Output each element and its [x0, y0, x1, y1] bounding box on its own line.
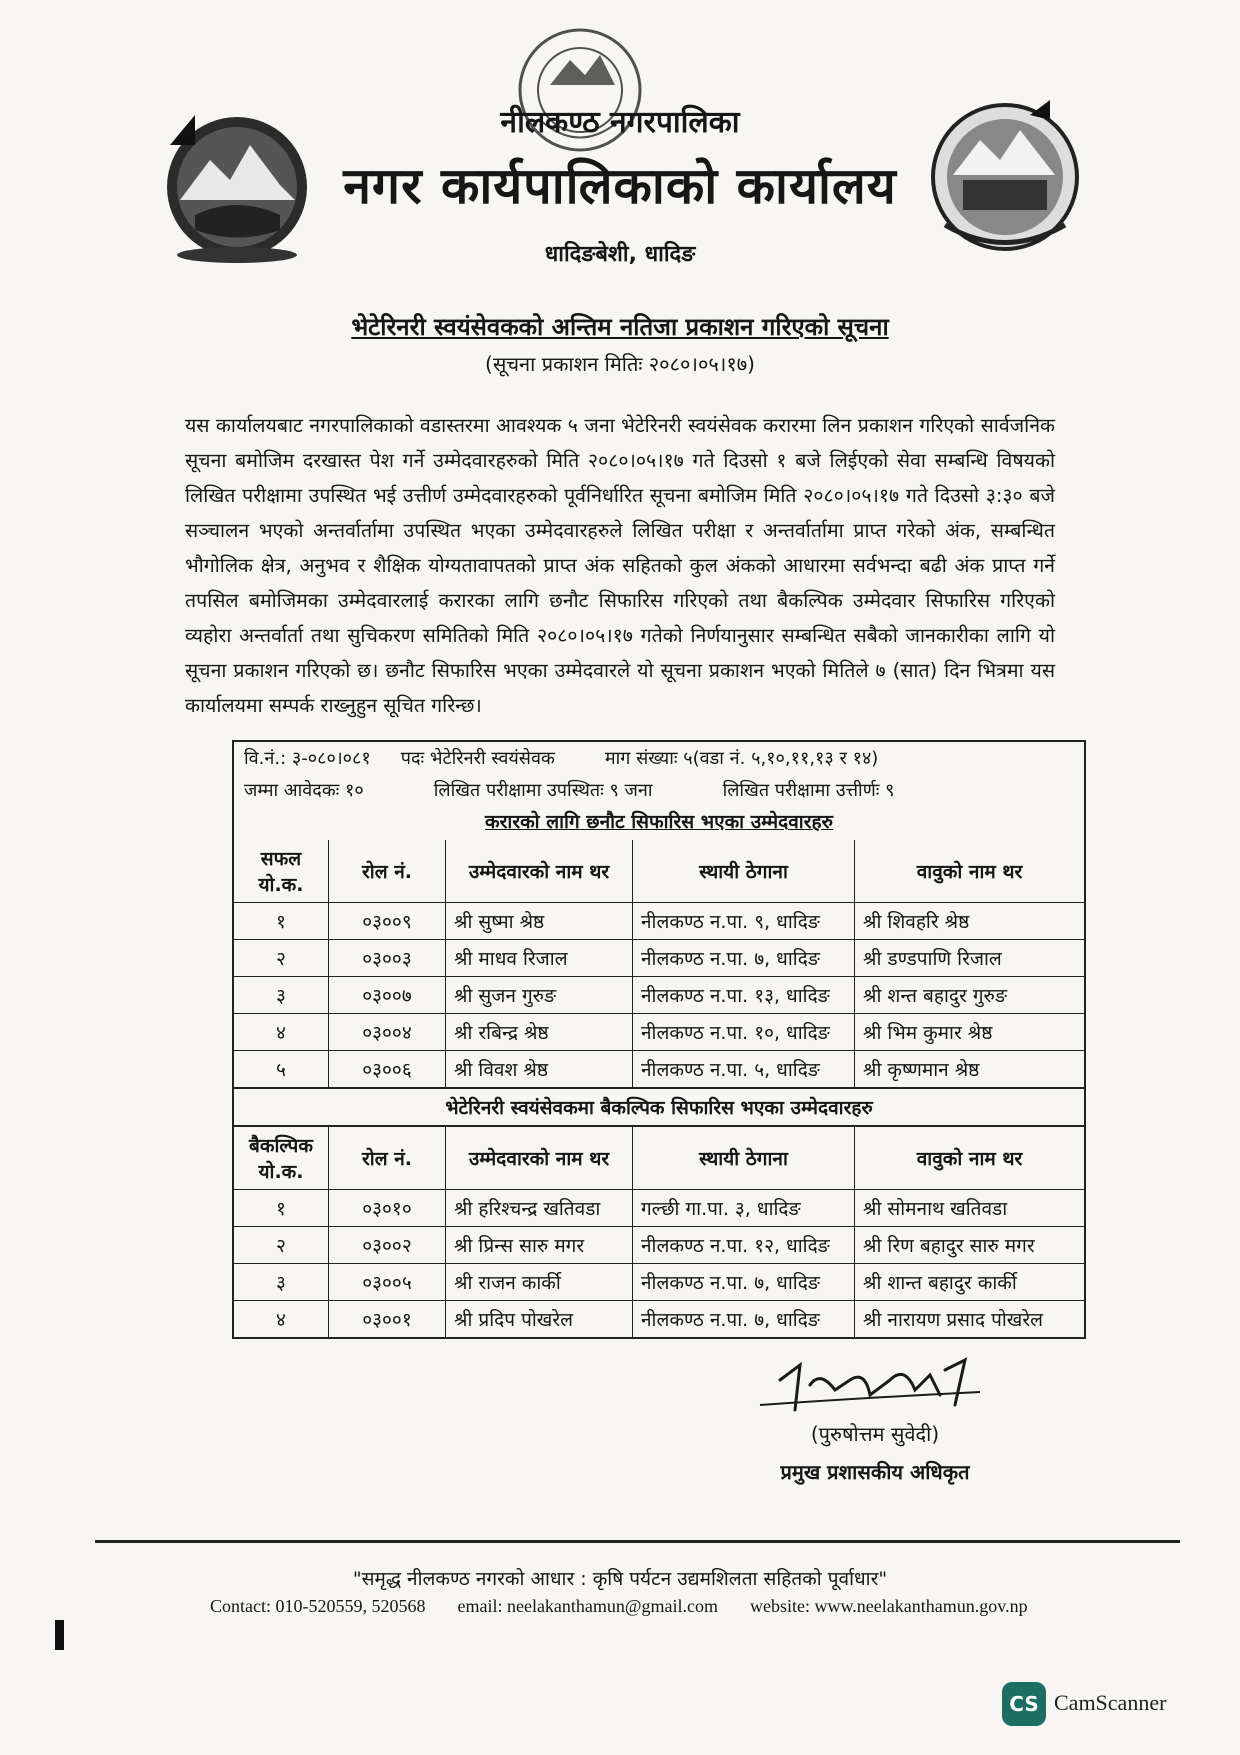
- table-row: [234, 1301, 1084, 1338]
- table-cell: ०३०१०: [329, 1190, 446, 1227]
- table-cell: श्री नारायण प्रसाद पोखरेल: [855, 1301, 1085, 1338]
- municipality-logo-icon: [915, 95, 1095, 260]
- table-cell: नीलकण्ठ न.पा. १३, धादिङ: [633, 977, 855, 1014]
- contact-phone: Contact: 010-520559, 520568: [210, 1596, 426, 1616]
- table-cell: गल्छी गा.पा. ३, धादिङ: [633, 1190, 855, 1227]
- column-header: वावुको नाम थर: [855, 1127, 1085, 1190]
- table-cell: ०३००९: [329, 903, 446, 940]
- table-row: [234, 1014, 1084, 1051]
- post-name: पदः भेटेरिनरी स्वयंसेवक: [400, 748, 555, 769]
- table-cell: श्री विवश श्रेष्ठ: [446, 1051, 633, 1088]
- table-cell: नीलकण्ठ न.पा. १०, धादिङ: [633, 1014, 855, 1051]
- table-cell: ०३००३: [329, 940, 446, 977]
- table-cell: ४: [234, 1301, 329, 1338]
- footer-contact: [210, 1596, 1110, 1617]
- table-cell: १: [234, 903, 329, 940]
- table-cell: श्री सुष्मा श्रेष्ठ: [446, 903, 633, 940]
- scan-artifact: [55, 1620, 64, 1650]
- table-cell: ३: [234, 977, 329, 1014]
- column-header: उम्मेदवारको नाम थर: [446, 1127, 633, 1190]
- notice-title: भेटेरिनरी स्वयंसेवकको अन्तिम नतिजा प्रकाशन गरिएको सूचना: [351, 313, 889, 341]
- camscanner-logo-icon: CS: [1002, 1682, 1046, 1726]
- column-header: बैकल्पिक यो.क.: [234, 1127, 329, 1190]
- selected-header-row: [234, 840, 1084, 903]
- table-cell: श्री माधव रिजाल: [446, 940, 633, 977]
- table-cell: श्री रबिन्द्र श्रेष्ठ: [446, 1014, 633, 1051]
- table-cell: २: [234, 1227, 329, 1264]
- table-cell: ४: [234, 1014, 329, 1051]
- office-title: नगर कार्यपालिकाको कार्यालय: [343, 157, 897, 215]
- organization-name: नीलकण्ठ नगरपालिका: [500, 105, 740, 140]
- table-cell: श्री रिण बहादुर सारु मगर: [855, 1227, 1085, 1264]
- table-cell: ०३००४: [329, 1014, 446, 1051]
- table-cell: श्री हरिश्चन्द्र खतिवडा: [446, 1190, 633, 1227]
- selected-table: [234, 840, 1084, 1087]
- column-header: उम्मेदवारको नाम थर: [446, 840, 633, 903]
- table-cell: नीलकण्ठ न.पा. ७, धादिङ: [633, 1301, 855, 1338]
- exam-passed: लिखित परीक्षामा उत्तीर्णः ९: [722, 780, 895, 801]
- table-cell: नीलकण्ठ न.पा. ७, धादिङ: [633, 940, 855, 977]
- table-cell: ५: [234, 1051, 329, 1088]
- table-cell: श्री शन्त बहादुर गुरुङ: [855, 977, 1085, 1014]
- results-table: [232, 740, 1086, 1339]
- exam-present: लिखित परीक्षामा उपस्थितः ९ जना: [433, 780, 653, 801]
- column-header: वावुको नाम थर: [855, 840, 1085, 903]
- table-cell: ०३००२: [329, 1227, 446, 1264]
- nepal-emblem-icon: [150, 105, 325, 265]
- demand-count: माग संख्याः ५(वडा नं. ५,१०,११,१३ र १४): [604, 748, 879, 769]
- table-cell: श्री भिम कुमार श्रेष्ठ: [855, 1014, 1085, 1051]
- table-cell: ३: [234, 1264, 329, 1301]
- total-applicants: जम्मा आवेदकः १०: [244, 780, 364, 801]
- column-header: स्थायी ठेगाना: [633, 1127, 855, 1190]
- contact-website: website: www.neelakanthamun.gov.np: [749, 1596, 1028, 1616]
- table-row: [234, 1264, 1084, 1301]
- table-cell: नीलकण्ठ न.पा. ९, धादिङ: [633, 903, 855, 940]
- contact-email: email: neelakanthamun@gmail.com: [457, 1596, 718, 1616]
- column-header: रोल नं.: [329, 840, 446, 903]
- column-header: स्थायी ठेगाना: [633, 840, 855, 903]
- table-cell: नीलकण्ठ न.पा. १२, धादिङ: [633, 1227, 855, 1264]
- notice-body: यस कार्यालयबाट नगरपालिकाको वडास्तरमा आवश्यक ५ जना भेटेरिनरी स्वयंसेवक करारमा लिन प्रकाशन गरिएको सार्वजनिक सूचना बमोजिम दरखास्त पेश गर्ने उम्मेदवारहरुको मिति २०८०।०५।१७ गते दिउसो १ बजे लिईएको सेवा सम्बन्धि विषयको लिखित परीक्षामा उपस्थित भई उत्तीर्ण उम्मेदवारहरुको पूर्वनिर्धारित सूचना बमोजिम मिति २०८०।०५।१७ गते दिउसो ३:३० बजे सञ्चालन भएको अन्तर्वार्तामा उपस्थित भएका उम्मेदवारहरुले लिखित परीक्षा र अन्तर्वार्तामा प्राप्त गरेको अंक, सम्बन्धित भौगोलिक क्षेत्र, अनुभव र शैक्षिक योग्यतावापतको प्राप्त अंक सहितको कुल अंकको आधारमा सर्वभन्दा बढी अंक प्राप्त गर्ने तपसिल बमोजिमका उम्मेदवारलाई करारका लागि छनौट सिफारिस गरिएको तथा बैकल्पिक उम्मेदवार सिफारिस गरिएको व्यहोरा अन्तर्वार्ता तथा सुचिकरण समितिको मिति २०८०।०५।१७ गतेको निर्णयानुसार सम्बन्धित सबैको जानकारीका लागि यो सूचना प्रकाशन गरिएको छ। छनौट सिफारिस भएका उम्मेदवारले यो सूचना प्रकाशन भएको मितिले ७ (सात) दिन भित्रमा यस कार्यालयमा सम्पर्क राख्नुहुन सूचित गरिन्छ।: [185, 414, 1055, 717]
- table-cell: श्री राजन कार्की: [446, 1264, 633, 1301]
- table-cell: श्री सुजन गुरुङ: [446, 977, 633, 1014]
- column-header: रोल नं.: [329, 1127, 446, 1190]
- table-cell: ०३००५: [329, 1264, 446, 1301]
- table-cell: श्री शिवहरि श्रेष्ठ: [855, 903, 1085, 940]
- footer-motto: "समृद्ध नीलकण्ठ नगरको आधार : कृषि पर्यटन उद्यमशिलता सहितको पूर्वाधार": [352, 1568, 888, 1590]
- table-cell: नीलकण्ठ न.पा. ७, धादिङ: [633, 1264, 855, 1301]
- table-meta-row-2: [234, 774, 1084, 806]
- table-row: [234, 1227, 1084, 1264]
- signer-title: प्रमुख प्रशासकीय अधिकृत: [780, 1460, 970, 1484]
- table-cell: १: [234, 1190, 329, 1227]
- table-cell: ०३००६: [329, 1051, 446, 1088]
- table-cell: श्री प्रिन्स सारु मगर: [446, 1227, 633, 1264]
- signature-icon: [740, 1350, 1000, 1430]
- ad-number: वि.नं.: ३-०८०।०८१: [244, 748, 371, 769]
- table-cell: ०३००७: [329, 977, 446, 1014]
- table-row: [234, 903, 1084, 940]
- table-cell: नीलकण्ठ न.पा. ५, धादिङ: [633, 1051, 855, 1088]
- table-cell: श्री कृष्णमान श्रेष्ठ: [855, 1051, 1085, 1088]
- table-row: [234, 940, 1084, 977]
- table-row: [234, 977, 1084, 1014]
- alternate-header-row: [234, 1127, 1084, 1190]
- selected-title: करारको लागि छनौट सिफारिस भएका उम्मेदवारहरु: [485, 811, 833, 833]
- table-row: [234, 1190, 1084, 1227]
- table-cell: ०३००१: [329, 1301, 446, 1338]
- alternate-title: भेटेरिनरी स्वयंसेवकमा बैकल्पिक सिफारिस भएका उम्मेदवारहरु: [234, 1087, 1084, 1127]
- table-cell: श्री शान्त बहादुर कार्की: [855, 1264, 1085, 1301]
- table-cell: श्री सोमनाथ खतिवडा: [855, 1190, 1085, 1227]
- camscanner-watermark: CamScanner: [1054, 1690, 1167, 1715]
- table-cell: श्री प्रदिप पोखरेल: [446, 1301, 633, 1338]
- office-address: धादिङबेशी, धादिङ: [544, 242, 696, 267]
- notice-date: (सूचना प्रकाशन मितिः २०८०।०५।१७): [485, 352, 755, 376]
- table-cell: श्री डण्डपाणि रिजाल: [855, 940, 1085, 977]
- table-row: [234, 1051, 1084, 1088]
- alternate-table: [234, 1127, 1084, 1337]
- signer-name: (पुरुषोत्तम सुवेदी): [810, 1422, 940, 1446]
- table-meta-row-1: [234, 742, 1084, 774]
- footer-divider: [95, 1540, 1180, 1543]
- table-cell: २: [234, 940, 329, 977]
- column-header: सफल यो.क.: [234, 840, 329, 903]
